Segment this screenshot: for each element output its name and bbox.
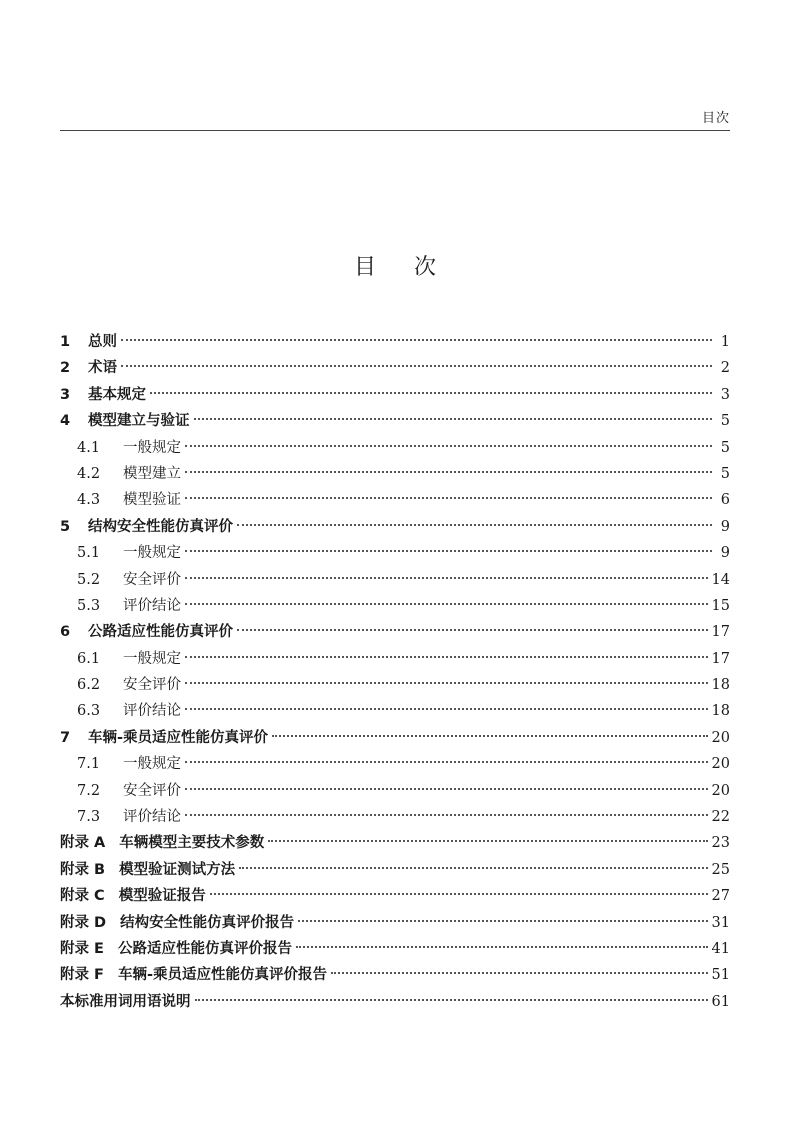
toc-dot-leader (194, 418, 713, 420)
table-of-contents (60, 329, 730, 1015)
toc-entry-page: 17 (711, 650, 730, 667)
toc-entry-page: 9 (720, 518, 730, 535)
toc-entry-page: 6 (720, 492, 730, 509)
toc-entry[interactable] (60, 830, 730, 856)
toc-entry-page: 2 (720, 360, 730, 377)
toc-entry-page: 20 (711, 729, 730, 746)
toc-dot-leader (237, 629, 708, 631)
toc-dot-leader (185, 577, 708, 579)
toc-dot-leader (185, 761, 708, 763)
toc-dot-leader (239, 867, 707, 869)
toc-entry[interactable] (60, 514, 730, 540)
toc-entry-page: 14 (711, 571, 730, 588)
toc-entry-title: 车辆模型主要技术参数 (119, 835, 265, 852)
toc-entry-number: 7.3 (77, 809, 101, 826)
toc-entry-number: 7.1 (77, 756, 101, 773)
toc-entry-page: 61 (711, 993, 730, 1010)
toc-entry-title: 模型建立 (123, 465, 181, 482)
toc-entry-number: 5.3 (77, 597, 101, 614)
toc-entry-number: 6.2 (77, 677, 101, 694)
toc-entry-title: 评价结论 (123, 809, 181, 826)
running-header: 目次 (701, 111, 730, 126)
toc-entry-title: 安全评价 (123, 782, 181, 799)
toc-entry-number: 附录 B (60, 861, 106, 878)
toc-entry-number: 2 (60, 360, 71, 377)
toc-entry[interactable] (60, 962, 730, 988)
toc-entry-title: 一般规定 (123, 650, 181, 667)
toc-entry-title: 基本规定 (88, 386, 146, 403)
toc-entry[interactable] (60, 778, 730, 804)
toc-dot-leader (296, 946, 708, 948)
toc-entry-number: 7.2 (77, 782, 101, 799)
toc-dot-leader (237, 524, 712, 526)
toc-entry-page: 23 (711, 835, 730, 852)
toc-entry-page: 15 (711, 597, 730, 614)
toc-entry[interactable] (60, 751, 730, 777)
toc-dot-leader (121, 365, 712, 367)
toc-entry-page: 20 (711, 782, 730, 799)
toc-entry-page: 3 (720, 386, 730, 403)
toc-dot-leader (185, 814, 708, 816)
toc-entry[interactable] (60, 408, 730, 434)
toc-entry-number: 附录 F (60, 967, 104, 984)
toc-dot-leader (185, 682, 708, 684)
toc-entry-number: 附录 A (60, 835, 106, 852)
toc-entry[interactable] (60, 487, 730, 513)
toc-entry[interactable] (60, 461, 730, 487)
page-title: 目次 (353, 255, 474, 280)
toc-entry-page: 51 (711, 967, 730, 984)
toc-entry-number: 6.3 (77, 703, 101, 720)
toc-entry-title: 一般规定 (123, 545, 181, 562)
toc-entry[interactable] (60, 725, 730, 751)
toc-entry-title: 模型建立与验证 (88, 413, 190, 430)
toc-entry-title: 公路适应性能仿真评价 (88, 624, 233, 641)
toc-dot-leader (298, 920, 707, 922)
toc-entry-number: 附录 D (60, 914, 107, 931)
toc-dot-leader (150, 392, 712, 394)
toc-entry-title: 安全评价 (123, 571, 181, 588)
toc-dot-leader (210, 893, 708, 895)
toc-entry-page: 1 (720, 334, 730, 350)
toc-dot-leader (272, 735, 708, 737)
toc-entry-number: 5 (60, 518, 71, 535)
toc-dot-leader (185, 656, 708, 658)
toc-entry[interactable] (60, 672, 730, 698)
toc-entry-title: 模型验证报告 (118, 888, 206, 905)
toc-entry[interactable] (60, 540, 730, 566)
toc-dot-leader (185, 708, 708, 710)
toc-entry-page: 18 (711, 677, 730, 694)
toc-entry-page: 5 (720, 413, 730, 430)
toc-entry-title: 模型验证测试方法 (119, 861, 236, 878)
toc-entry-title: 公路适应性能仿真评价报告 (117, 940, 292, 957)
toc-entry[interactable] (60, 698, 730, 724)
toc-dot-leader (331, 972, 708, 974)
toc-entry-number: 4.3 (77, 492, 101, 509)
toc-entry[interactable] (60, 435, 730, 461)
toc-entry-number: 6.1 (77, 650, 101, 667)
toc-entry-title: 车辆-乘员适应性能仿真评价报告 (117, 967, 327, 984)
toc-dot-leader (185, 603, 708, 605)
toc-entry-title: 一般规定 (123, 439, 181, 456)
toc-entry-number: 4 (60, 413, 71, 430)
toc-entry-page: 31 (711, 914, 730, 931)
toc-entry-title: 车辆-乘员适应性能仿真评价 (88, 729, 269, 746)
toc-dot-leader (185, 471, 712, 473)
toc-entry-number: 4.1 (77, 439, 101, 456)
toc-entry-title: 模型验证 (123, 492, 181, 509)
toc-entry[interactable] (60, 910, 730, 936)
header-divider (60, 130, 730, 131)
toc-dot-leader (268, 840, 707, 842)
toc-entry-page: 5 (720, 465, 730, 482)
toc-entry-number: 3 (60, 386, 71, 403)
toc-dot-leader (185, 497, 712, 499)
toc-entry[interactable] (60, 355, 730, 381)
toc-entry[interactable] (60, 989, 730, 1015)
toc-entry-title: 总则 (88, 334, 117, 350)
toc-entry-title: 结构安全性能仿真评价报告 (120, 914, 295, 931)
toc-entry-number: 7 (60, 729, 71, 746)
toc-entry-page: 17 (711, 624, 730, 641)
toc-entry-page: 27 (711, 888, 730, 905)
toc-entry[interactable] (60, 804, 730, 830)
toc-entry-title: 术语 (88, 360, 117, 377)
toc-entry-page: 5 (720, 439, 730, 456)
toc-entry-page: 25 (711, 861, 730, 878)
toc-entry-number: 5.2 (77, 571, 101, 588)
toc-dot-leader (185, 550, 712, 552)
toc-entry-number: 6 (60, 624, 71, 641)
toc-entry[interactable] (60, 646, 730, 672)
toc-entry[interactable] (60, 883, 730, 909)
toc-dot-leader (185, 445, 712, 447)
toc-entry[interactable] (60, 567, 730, 593)
toc-entry-number: 4.2 (77, 465, 101, 482)
toc-entry-title: 本标准用词用语说明 (60, 993, 191, 1010)
toc-entry-number: 5.1 (77, 545, 101, 562)
toc-entry-page: 18 (711, 703, 730, 720)
toc-dot-leader (185, 788, 708, 790)
toc-entry[interactable] (60, 936, 730, 962)
toc-entry[interactable] (60, 382, 730, 408)
toc-entry-page: 22 (711, 809, 730, 826)
toc-entry[interactable] (60, 329, 730, 355)
toc-entry-page: 41 (711, 940, 730, 957)
toc-entry-page: 9 (720, 545, 730, 562)
toc-entry-title: 评价结论 (123, 597, 181, 614)
toc-entry-title: 一般规定 (123, 756, 181, 773)
toc-dot-leader (195, 999, 708, 1001)
toc-entry-number: 1 (60, 334, 71, 350)
toc-entry-title: 安全评价 (123, 677, 181, 694)
toc-entry[interactable] (60, 857, 730, 883)
toc-entry[interactable] (60, 593, 730, 619)
toc-entry-title: 结构安全性能仿真评价 (88, 518, 233, 535)
toc-entry[interactable] (60, 619, 730, 645)
toc-entry-title: 评价结论 (123, 703, 181, 720)
toc-dot-leader (121, 339, 712, 341)
toc-entry-number: 附录 E (60, 940, 104, 957)
toc-entry-number: 附录 C (60, 888, 105, 905)
toc-entry-page: 20 (711, 756, 730, 773)
